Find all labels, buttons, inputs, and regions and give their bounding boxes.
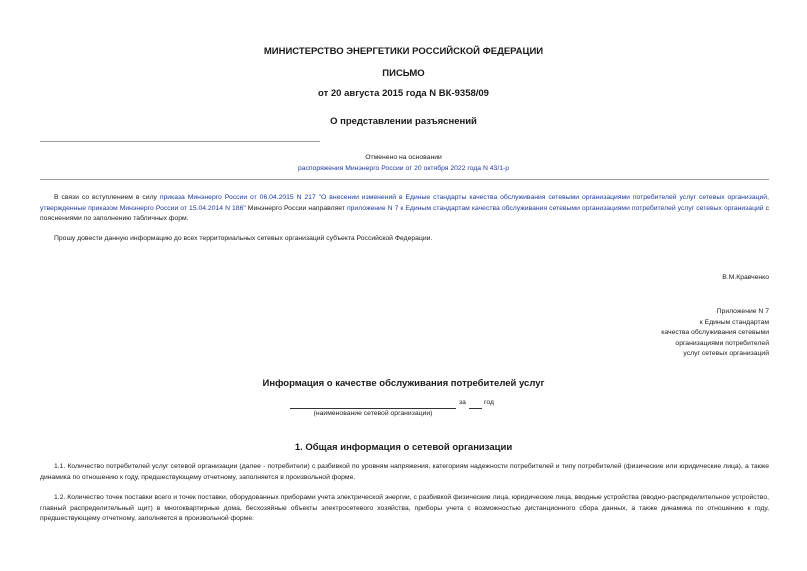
- appendix-block: [661, 307, 769, 360]
- appendix-line: услуг сетевых организаций: [683, 350, 769, 357]
- ministry-title: МИНИСТЕРСТВО ЭНЕРГЕТИКИ РОССИЙСКОЙ ФЕДЕРАЦИИ: [263, 46, 544, 57]
- revoked-notice: Отменено на основании: [365, 154, 442, 161]
- appendix-line: качества обслуживания сетевыми: [661, 329, 769, 336]
- intro-text-end: с пояснениями по заполнению табличных форм.: [40, 204, 769, 222]
- section-1-title: 1. Общая информация о сетевой организации: [294, 442, 513, 453]
- section-1-item-2: 1.2. Количество точек поставки всего и точек поставки, оборудованных приборами учета электрической энергии, с разбивкой физические лица, юридические лица, вводные устройства (вводно-распределительное устройство, главный распределительный щит) в многоквартирные дома, бесхозяйные объекты электросетевого хозяйства, приборы учета с возможностью дистанционного сбора данных, а также динамика по отношению к году, предшествующему отчетному, заполняется в произвольной форме.: [40, 494, 769, 522]
- appendix-line: организациями потребителей: [675, 339, 769, 347]
- appendix-line: Приложение N 7: [716, 308, 769, 315]
- order-217-link[interactable]: приказа Минэнерго России от 06.04.2015 N 217 "О внесении изменений в Единые стандарты качества обслуживания сетевыми организациями потребителей услуг сетевых организаций, утвержденные приказом Минэнерго России от 15.04.2014 N 186": [40, 194, 769, 212]
- org-name-field: [290, 399, 456, 409]
- intro-paragraph: [40, 193, 769, 225]
- signature: В.М.Кравченко: [722, 274, 769, 281]
- long-divider: [40, 179, 769, 180]
- god-label: год: [484, 399, 494, 406]
- revoked-order-link[interactable]: распоряжения Минэнерго России от 20 октября 2022 года N 43/1-р: [297, 165, 510, 172]
- document-date-number: от 20 августа 2015 года N ВК-9358/09: [318, 88, 489, 99]
- request-paragraph: Прошу довести данную информацию до всех территориальных сетевых организаций субъекта Российской Федерации.: [54, 235, 433, 242]
- org-name-caption: (наименование сетевой организации): [313, 410, 433, 417]
- document-type: ПИСЬМО: [382, 68, 425, 79]
- year-field: [469, 399, 482, 409]
- intro-text-start: В связи со вступлением в силу: [54, 194, 160, 201]
- za-label: за: [459, 399, 466, 406]
- short-divider: [40, 141, 320, 142]
- section-1-item-1: 1.1. Количество потребителей услуг сетевой организации (далее - потребители) с разбивкой по уровням напряжения, категориям надежности потребителей и типу потребителей (физические или юридические лица), а также динамика по отношению к году, предшествующему отчетному, заполняется в произвольной форме.: [40, 463, 769, 481]
- revoked-link-wrap: [0, 164, 807, 175]
- appendix-line: к Единым стандартам: [699, 318, 769, 326]
- form-title: Информация о качестве обслуживания потребителей услуг: [262, 378, 545, 389]
- document-subject: О представлении разъяснений: [330, 116, 477, 127]
- appendix-7-link[interactable]: приложение N 7 к Единым стандартам качества обслуживания сетевыми организациями потребителей услуг сетевых организаций: [346, 204, 764, 212]
- intro-text-middle: Минэнерго России направляет: [245, 204, 347, 212]
